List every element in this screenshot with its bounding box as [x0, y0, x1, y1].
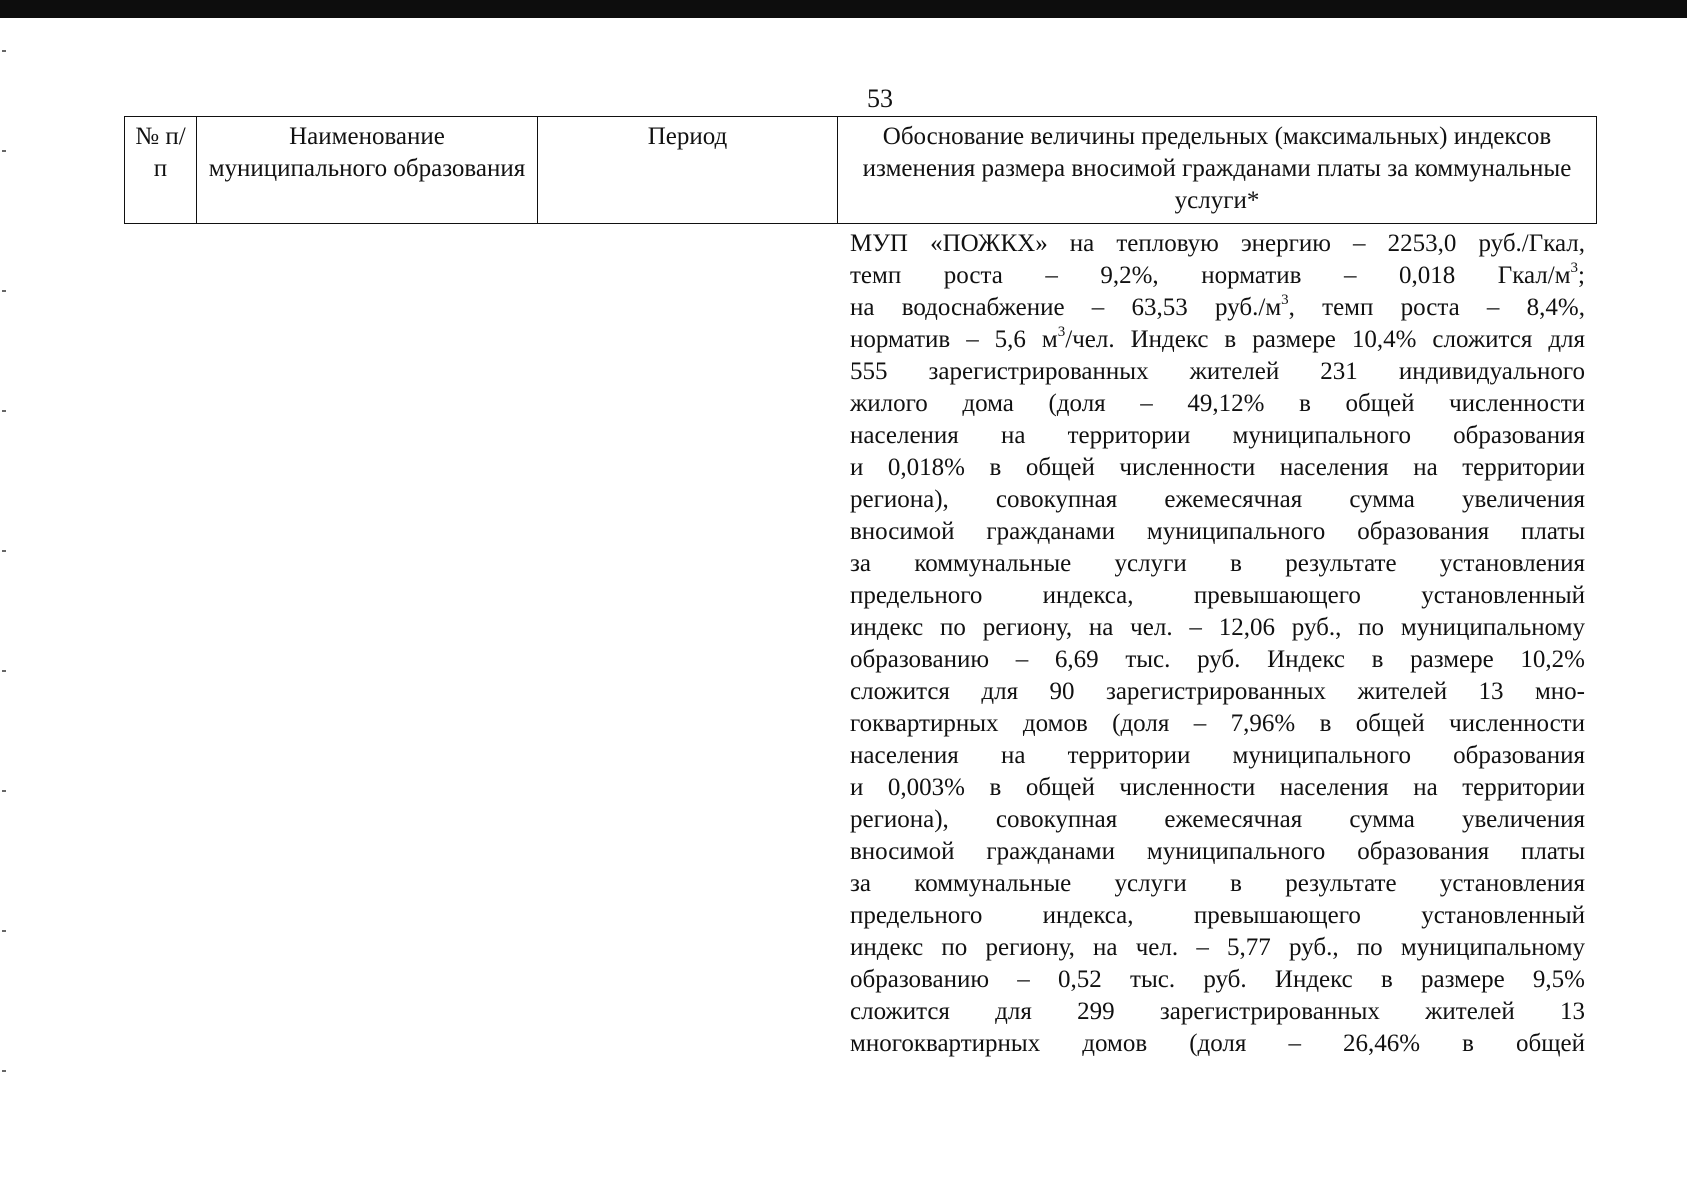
table-header: [124, 116, 1597, 224]
scan-edge-noise: [0, 30, 14, 1200]
text-line: индекс по региону, на чел. – 12,06 руб., по муниципальному: [850, 614, 1585, 641]
text-line: населения на территории муниципального образования: [850, 422, 1585, 449]
text-line: за коммунальные услуги в результате установления: [850, 550, 1585, 577]
column-header-justification: Обоснование величины предельных (максимальных) индексов изменения размера вносимой гражданами платы за коммунальные услуги*: [838, 117, 1597, 224]
text-line: жилого дома (доля – 49,12% в общей численности: [850, 390, 1585, 417]
text-line: темп роста – 9,2%, норматив – 0,018 Гкал/$м^3$;: [850, 259, 1585, 289]
column-header-municipality: Наименование муниципального образования: [197, 117, 538, 224]
text-line: индекс по региону, на чел. – 5,77 руб., по муниципальному: [850, 934, 1585, 961]
text-line: многоквартирных домов (доля – 26,46% в общей: [850, 1030, 1585, 1057]
text-line: региона), совокупная ежемесячная сумма увеличения: [850, 486, 1585, 513]
page-number: 53: [867, 84, 893, 113]
column-header-number: № п/п: [125, 117, 197, 224]
text-line: гоквартирных домов (доля – 7,96% в общей численности: [850, 710, 1585, 737]
justification-text: [850, 228, 1585, 1060]
text-line: вносимой гражданами муниципального образования платы: [850, 838, 1585, 865]
text-line: предельного индекса, превышающего установленный: [850, 582, 1585, 609]
text-line: за коммунальные услуги в результате установления: [850, 870, 1585, 897]
text-line: МУП «ПОЖКХ» на тепловую энергию – 2253,0 руб./Гкал,: [850, 230, 1585, 257]
text-line: образованию – 0,52 тыс. руб. Индекс в размере 9,5%: [850, 966, 1585, 993]
table-header-row: [125, 117, 1597, 224]
text-line: сложится для 90 зарегистрированных жителей 13 мно-: [850, 678, 1585, 705]
text-line: норматив – 5,6 $м^3$/чел. Индекс в размере 10,4% сложится для: [850, 323, 1586, 353]
text-line: и 0,018% в общей численности населения на территории: [850, 454, 1585, 481]
text-line: образованию – 6,69 тыс. руб. Индекс в размере 10,2%: [850, 646, 1585, 673]
text-line: населения на территории муниципального образования: [850, 742, 1585, 769]
text-line: на водоснабжение – 63,53 $руб./м^3$, темп роста – 8,4%,: [850, 291, 1585, 321]
text-line: вносимой гражданами муниципального образования платы: [850, 518, 1585, 545]
scan-top-border: [0, 0, 1687, 18]
text-line: предельного индекса, превышающего установленный: [850, 902, 1585, 929]
column-header-period: Период: [538, 117, 838, 224]
text-line: региона), совокупная ежемесячная сумма увеличения: [850, 806, 1585, 833]
text-line: сложится для 299 зарегистрированных жителей 13: [850, 998, 1585, 1025]
text-line: 555 зарегистрированных жителей 231 индивидуального: [850, 358, 1585, 385]
text-line: и 0,003% в общей численности населения на территории: [850, 774, 1585, 801]
